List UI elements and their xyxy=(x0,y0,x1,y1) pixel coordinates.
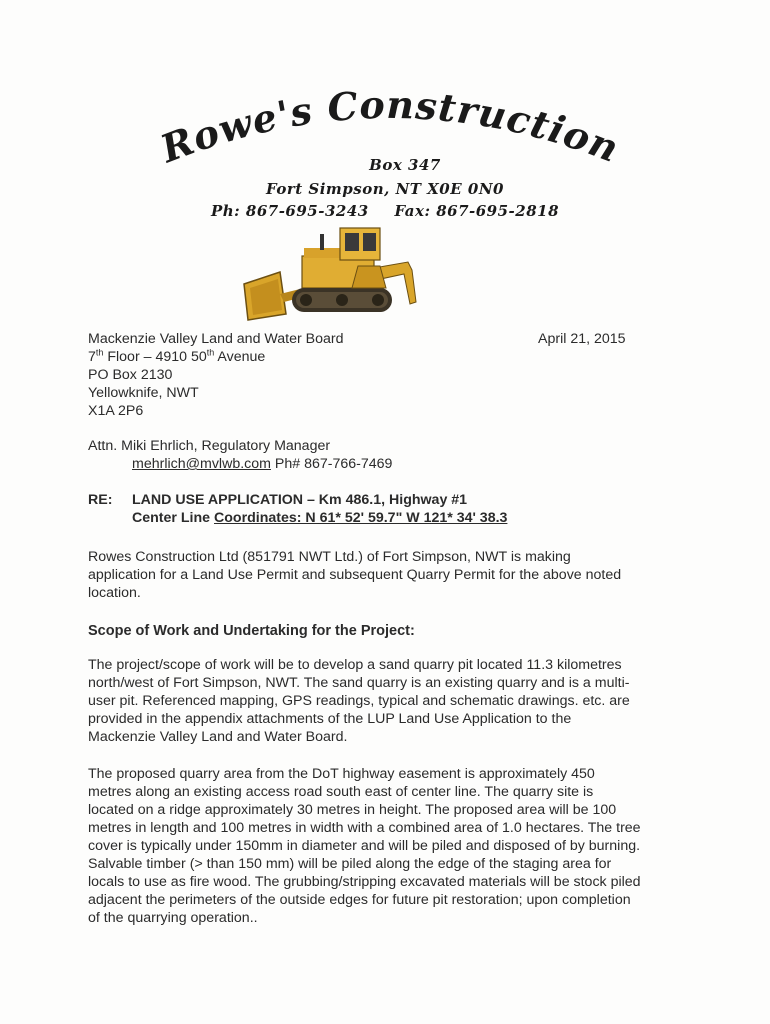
recipient-line: X1A 2P6 xyxy=(88,403,144,419)
recipient-address xyxy=(88,330,344,420)
recipient-line: 7th Floor – 4910 50th Avenue xyxy=(88,347,266,365)
attention-contact xyxy=(88,455,392,473)
letterhead-fax: Fax: 867-695-2818 xyxy=(394,202,560,220)
attention-line: Attn. Miki Ehrlich, Regulatory Manager xyxy=(88,438,331,454)
letterhead-address: Fort Simpson, NT X0E 0N0 xyxy=(266,180,504,198)
letterhead-box: Box 347 xyxy=(369,156,441,174)
email-link[interactable]: mehrlich@mvlwb.com xyxy=(132,456,271,472)
subject-label: RE: xyxy=(88,492,113,508)
svg-text:Rowe's Construction: Rowe's Construction xyxy=(154,88,626,172)
subject-coordinates: Center Line Coordinates: N 61* 52' 59.7" W 121* 34' 38.3 xyxy=(132,510,508,526)
recipient-line: Mackenzie Valley Land and Water Board xyxy=(88,331,344,347)
attention-block xyxy=(88,437,392,473)
bulldozer-icon xyxy=(240,222,430,322)
letterhead-contact xyxy=(0,202,770,220)
scope-heading: Scope of Work and Undertaking for the Project: xyxy=(88,623,415,639)
area-paragraph: The proposed quarry area from the DoT highway easement is approximately 450 metres along an existing access road south east of center line. The quarry site is located on a ridge approximately 30 metres in height. The proposed area will be 100 metres in length and 100 metres in width with a combined area of 1.0 hectares. The tree cover is typically under 150mm in diameter and will be piled and disposed of by burning. Salvable timber (> than 150 mm) will be piled along the edge of the staging area for locals to use as fire wood. The grubbing/stripping excavated materials will be stock piled adjacent the perimeters of the outside edges for future pit restoration; upon completion of the quarrying operation.. xyxy=(88,766,641,926)
attention-phone: Ph# 867-766-7469 xyxy=(270,456,393,472)
letter-date: April 21, 2015 xyxy=(538,331,626,347)
subject-line: RE: LAND USE APPLICATION – Km 486.1, Highway #1 xyxy=(88,492,468,508)
letterhead-phone: Ph: 867-695-3243 xyxy=(210,202,369,220)
recipient-line: Yellowknife, NWT xyxy=(88,385,199,401)
recipient-line: PO Box 2130 xyxy=(88,367,173,383)
subject-block xyxy=(88,491,507,527)
scope-paragraph: The project/scope of work will be to develop a sand quarry pit located 11.3 kilometres north/west of Fort Simpson, NWT. The sand quarry is an existing quarry and is a multi- user pit. Referenced mapping, GPS readings, typical and schematic drawings. etc. are provided in the appendix attachments of the LUP Land Use Application to the Mackenzie Valley Land and Water Board. xyxy=(88,657,630,745)
intro-paragraph: Rowes Construction Ltd (851791 NWT Ltd.) of Fort Simpson, NWT is making application for a Land Use Permit and subsequent Quarry Permit for the above noted location. xyxy=(88,549,622,601)
